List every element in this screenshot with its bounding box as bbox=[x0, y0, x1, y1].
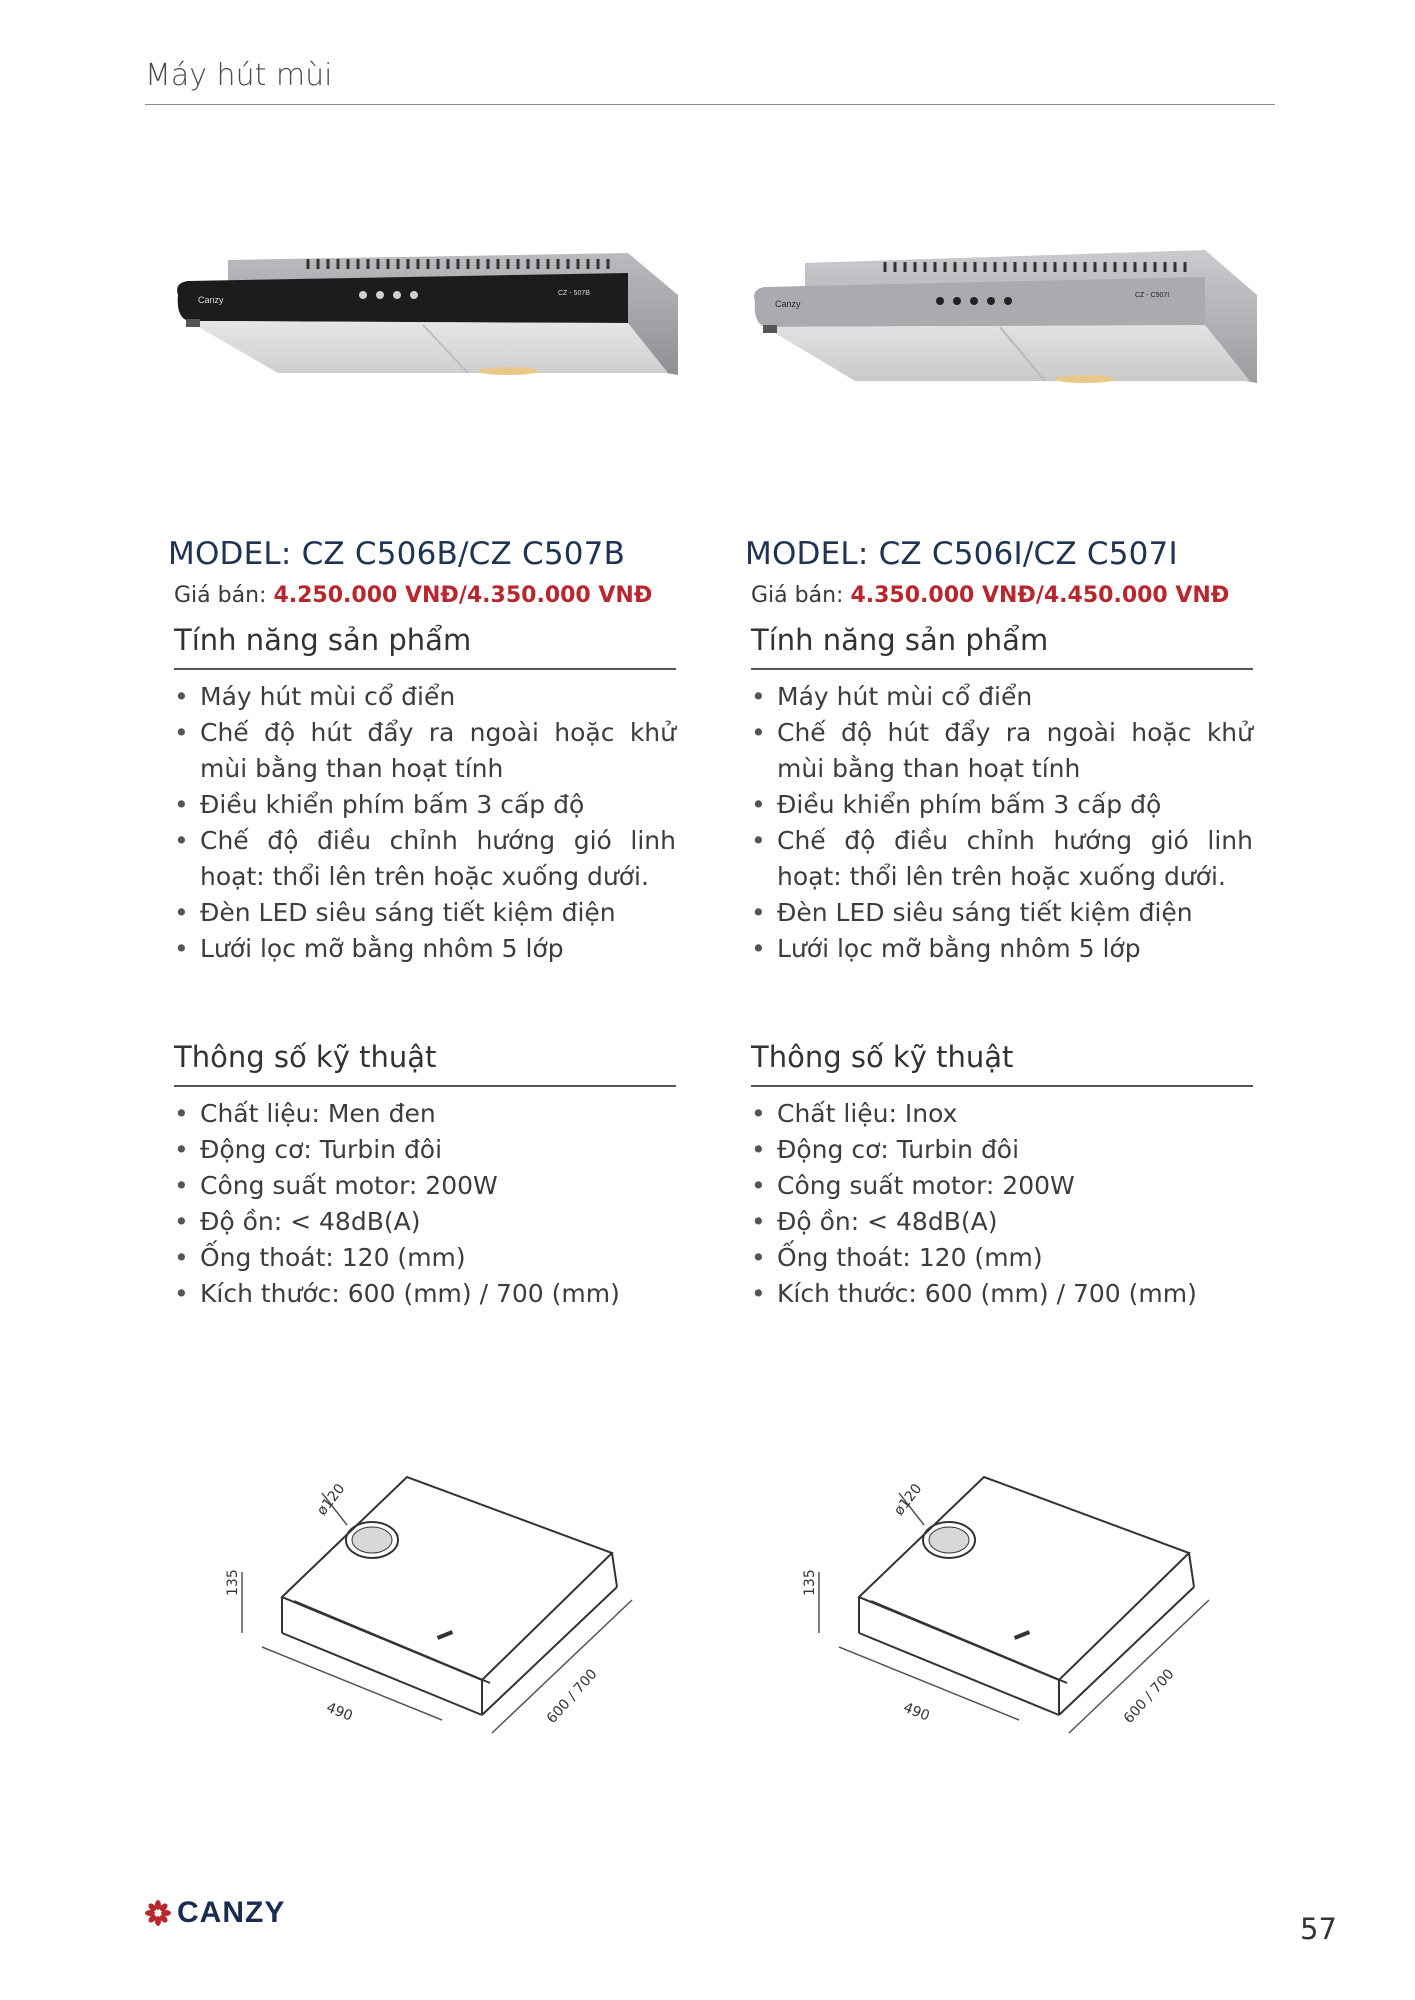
list-item: • Máy hút mùi cổ điển bbox=[174, 679, 676, 715]
list-item: • Lưới lọc mỡ bằng nhôm 5 lớp bbox=[174, 931, 676, 967]
price-value: 4.250.000 VNĐ/4.350.000 VNĐ bbox=[273, 583, 653, 608]
price-label: Giá bán: bbox=[174, 583, 274, 608]
width-label: 600 / 700 bbox=[1120, 1666, 1178, 1727]
duct-diameter-label: ø120 bbox=[314, 1480, 349, 1519]
list-item: • Đèn LED siêu sáng tiết kiệm điện bbox=[174, 895, 676, 931]
list-item: • Độ ồn: < 48dB(A) bbox=[174, 1204, 676, 1240]
width-label: 600 / 700 bbox=[543, 1666, 601, 1727]
list-item: • Điều khiển phím bấm 3 cấp độ bbox=[751, 787, 1253, 823]
features-section-title: Tính năng sản phẩm bbox=[751, 623, 1049, 657]
hood-model-label: CZ - 507B bbox=[558, 290, 590, 297]
list-item: • Chế độ điều chỉnh hướng gió linh hoạt: thổi lên trên hoặc xuống dưới. bbox=[751, 823, 1253, 895]
product-price bbox=[751, 583, 1229, 608]
dimension-diagram bbox=[789, 1465, 1229, 1755]
features-divider bbox=[174, 668, 676, 670]
range-hood-steel-image bbox=[745, 245, 1265, 395]
duct-diameter-label: ø120 bbox=[891, 1480, 926, 1519]
height-label: 135 bbox=[802, 1569, 818, 1596]
depth-label: 490 bbox=[900, 1699, 932, 1725]
hood-brand-label: Canzy bbox=[198, 295, 224, 305]
canzy-flower-icon bbox=[145, 1900, 171, 1926]
specs-divider bbox=[751, 1085, 1253, 1087]
list-item: • Máy hút mùi cổ điển bbox=[751, 679, 1253, 715]
list-item: • Chất liệu: Men đen bbox=[174, 1096, 676, 1132]
depth-label: 490 bbox=[323, 1699, 355, 1725]
list-item: • Công suất motor: 200W bbox=[751, 1168, 1253, 1204]
features-list bbox=[751, 679, 1253, 967]
list-item: • Ống thoát: 120 (mm) bbox=[751, 1240, 1253, 1276]
specs-list bbox=[751, 1096, 1253, 1312]
list-item: • Điều khiển phím bấm 3 cấp độ bbox=[174, 787, 676, 823]
price-value: 4.350.000 VNĐ/4.450.000 VNĐ bbox=[850, 583, 1230, 608]
specs-list bbox=[174, 1096, 676, 1312]
brand-name: CANZY bbox=[177, 1896, 286, 1929]
product-price bbox=[174, 583, 652, 608]
dimension-diagram bbox=[212, 1465, 652, 1755]
product-model-title: MODEL: CZ C506B/CZ C507B bbox=[168, 536, 626, 572]
list-item: • Kích thước: 600 (mm) / 700 (mm) bbox=[751, 1276, 1253, 1312]
list-item: • Chế độ điều chỉnh hướng gió linh hoạt: thổi lên trên hoặc xuống dưới. bbox=[174, 823, 676, 895]
list-item: • Động cơ: Turbin đôi bbox=[751, 1132, 1253, 1168]
specs-section-title: Thông số kỹ thuật bbox=[751, 1040, 1014, 1074]
features-section-title: Tính năng sản phẩm bbox=[174, 623, 472, 657]
list-item: • Ống thoát: 120 (mm) bbox=[174, 1240, 676, 1276]
features-list bbox=[174, 679, 676, 967]
brand-logo bbox=[145, 1893, 285, 1933]
page-header-title: Máy hút mùi bbox=[145, 58, 333, 93]
price-label: Giá bán: bbox=[751, 583, 851, 608]
product-model-title: MODEL: CZ C506I/CZ C507I bbox=[745, 536, 1178, 572]
features-divider bbox=[751, 668, 1253, 670]
range-hood-black-image bbox=[168, 245, 688, 395]
height-label: 135 bbox=[225, 1569, 241, 1596]
list-item: • Động cơ: Turbin đôi bbox=[174, 1132, 676, 1168]
page-number: 57 bbox=[1300, 1912, 1337, 1946]
specs-divider bbox=[174, 1085, 676, 1087]
list-item: • Lưới lọc mỡ bằng nhôm 5 lớp bbox=[751, 931, 1253, 967]
list-item: • Độ ồn: < 48dB(A) bbox=[751, 1204, 1253, 1240]
list-item: • Chế độ hút đẩy ra ngoài hoặc khử mùi bằng than hoạt tính bbox=[174, 715, 676, 787]
header-divider bbox=[145, 104, 1275, 105]
list-item: • Công suất motor: 200W bbox=[174, 1168, 676, 1204]
list-item: • Chất liệu: Inox bbox=[751, 1096, 1253, 1132]
hood-brand-label: Canzy bbox=[775, 299, 801, 309]
list-item: • Chế độ hút đẩy ra ngoài hoặc khử mùi bằng than hoạt tính bbox=[751, 715, 1253, 787]
list-item: • Đèn LED siêu sáng tiết kiệm điện bbox=[751, 895, 1253, 931]
hood-model-label: CZ - C507I bbox=[1135, 292, 1170, 299]
list-item: • Kích thước: 600 (mm) / 700 (mm) bbox=[174, 1276, 676, 1312]
specs-section-title: Thông số kỹ thuật bbox=[174, 1040, 437, 1074]
